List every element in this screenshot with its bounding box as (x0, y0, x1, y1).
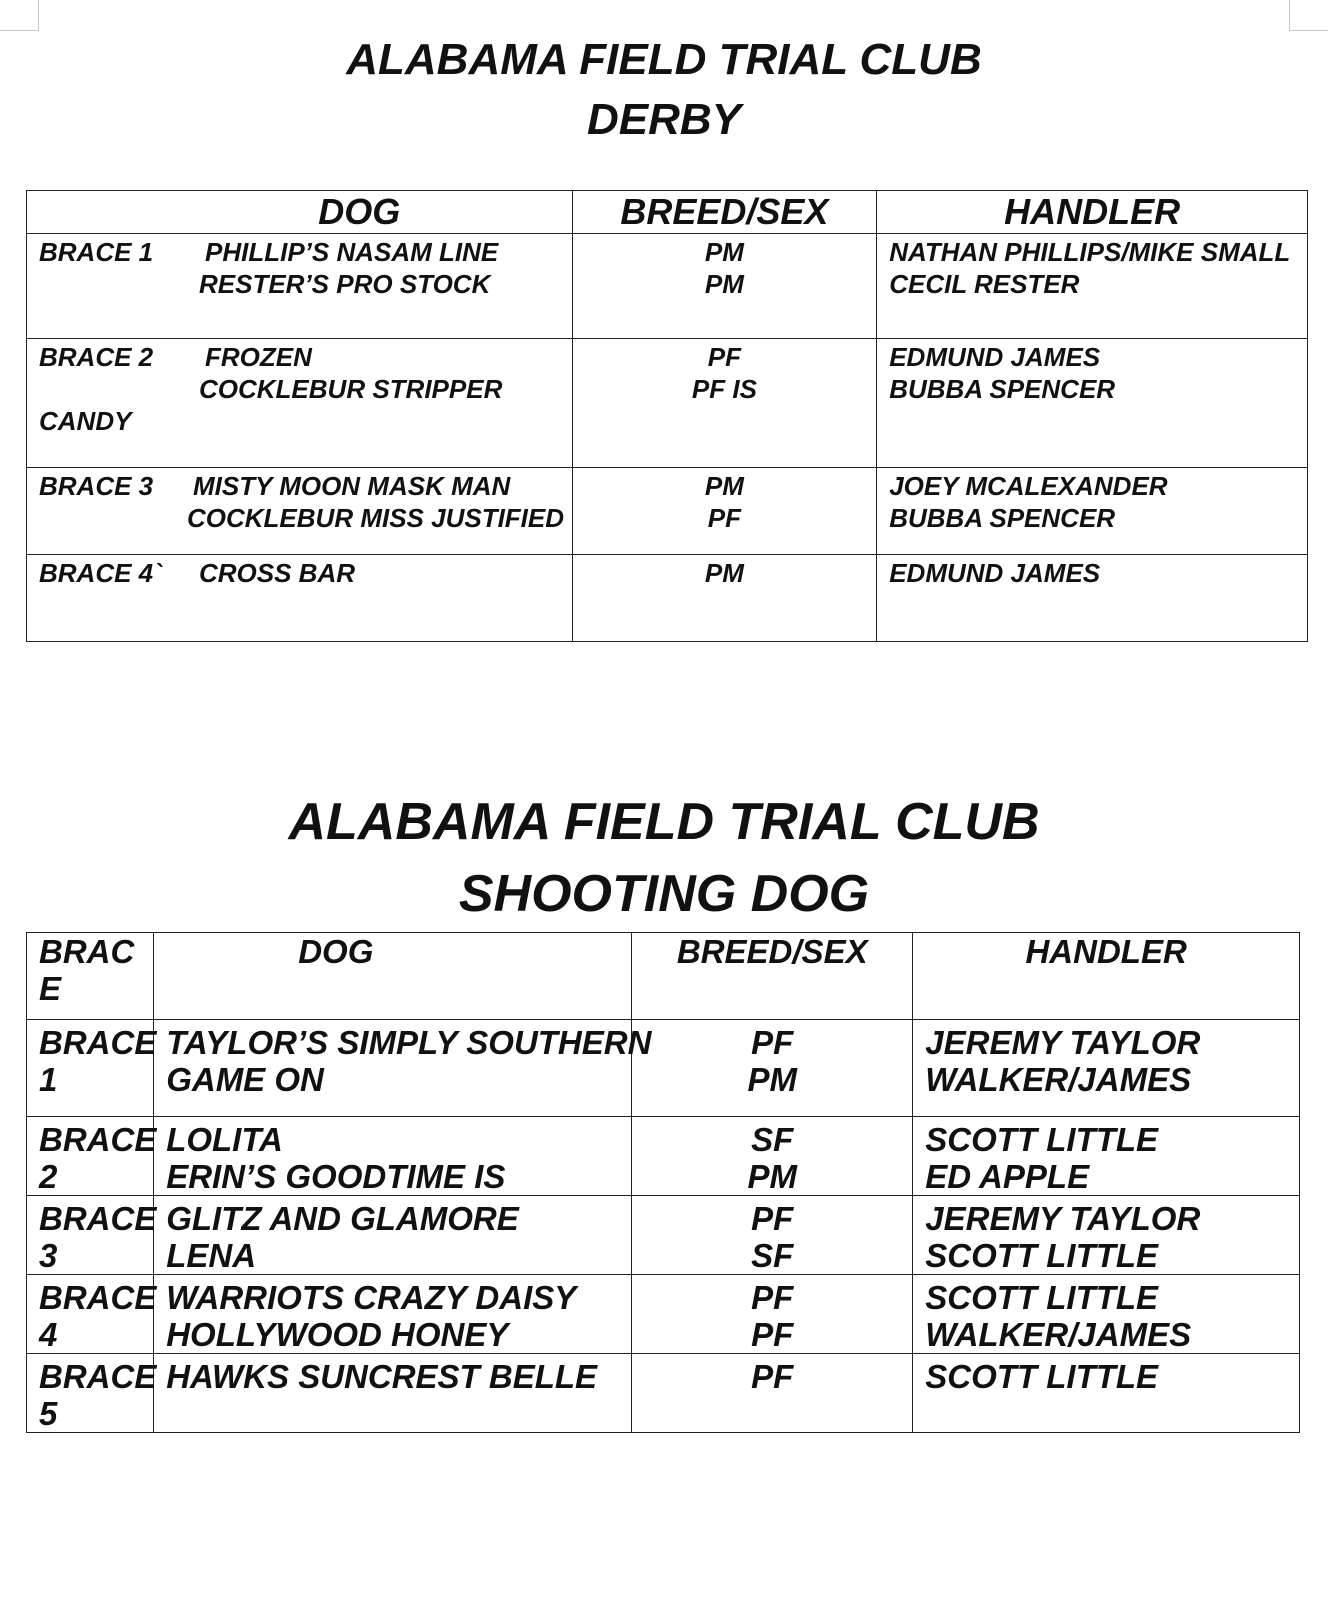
handler-cell (913, 1117, 1300, 1196)
brace-cell: BRACE 3 (27, 1196, 154, 1275)
breed-sex-cell (632, 1275, 913, 1354)
breed-sex-value: PF (751, 1279, 794, 1316)
table-row (27, 1196, 1300, 1275)
dog-name: LOLITA (166, 1121, 283, 1158)
dog-name: TAYLOR’S SIMPLY SOUTHERN (166, 1024, 652, 1061)
breed-sex-value: PM (747, 1158, 797, 1195)
shooting-dog-subtitle: SHOOTING DOG (458, 865, 870, 923)
handler-name: SCOTT LITTLE (925, 1237, 1159, 1274)
breed-sex-value: PF (707, 503, 742, 533)
handler-name: BUBBA SPENCER (889, 503, 1116, 533)
handler-cell (913, 1275, 1300, 1354)
dog-name-extra: CANDY (39, 406, 132, 436)
breed-sex-cell (632, 1117, 913, 1196)
header-breed-sex: BREED/SEX (572, 191, 877, 234)
brace-label: BRACE 1 (39, 237, 154, 267)
dog-name: LENA (166, 1237, 257, 1274)
handler-name: WALKER/JAMES (925, 1061, 1192, 1098)
handler-name: JEREMY TAYLOR (925, 1200, 1201, 1237)
handler-name: SCOTT LITTLE (925, 1279, 1159, 1316)
handler-name: SCOTT LITTLE (925, 1121, 1159, 1158)
breed-sex-cell (572, 339, 877, 468)
breed-sex-cell (572, 468, 877, 555)
breed-sex-value: PF (751, 1200, 794, 1237)
handler-cell (913, 1020, 1300, 1117)
derby-subtitle: DERBY (586, 95, 742, 144)
brace-label: BRACE 3 (39, 471, 154, 501)
table-row (27, 1354, 1300, 1433)
dog-cell (154, 1020, 652, 1117)
handler-name: WALKER/JAMES (925, 1316, 1192, 1353)
table-row (27, 1275, 1300, 1354)
handler-cell (877, 468, 1308, 555)
dog-cell (27, 555, 573, 642)
breed-sex-value: PF (751, 1316, 794, 1353)
page-corner-mark (1289, 0, 1328, 31)
handler-name: EDMUND JAMES (889, 342, 1101, 372)
derby-title: ALABAMA FIELD TRIAL CLUB (346, 35, 982, 84)
dog-name: WARRIOTS CRAZY DAISY (166, 1279, 577, 1316)
brace-cell: BRACE 5 (27, 1354, 154, 1433)
handler-cell (877, 339, 1308, 468)
dog-cell (154, 1117, 632, 1196)
brace-label: BRACE 4` (39, 558, 162, 588)
table-header-row (27, 933, 1300, 1020)
handler-cell (913, 1354, 1300, 1433)
breed-sex-cell (632, 1020, 913, 1117)
breed-sex-value: PF (707, 342, 742, 372)
header-dog: DOG (154, 933, 632, 1020)
breed-sex-cell (632, 1354, 913, 1433)
handler-name: SCOTT LITTLE (925, 1358, 1159, 1395)
handler-cell (877, 234, 1308, 339)
header-breed-sex: BREED/SEX (632, 933, 913, 1020)
breed-sex-value: PM (747, 1061, 797, 1098)
dog-name: HAWKS SUNCREST BELLE (166, 1358, 598, 1395)
breed-sex-value: PM (704, 471, 744, 501)
dog-cell (27, 234, 573, 339)
handler-name: NATHAN PHILLIPS/MIKE SMALL (889, 237, 1291, 267)
dog-cell (154, 1354, 632, 1433)
dog-cell (27, 468, 573, 555)
handler-cell (877, 555, 1308, 642)
dog-name: RESTER’S PRO STOCK (199, 269, 491, 299)
dog-name: CROSS BAR (199, 558, 356, 588)
brace-cell: BRACE 1 (27, 1020, 154, 1117)
handler-name: JOEY MCALEXANDER (889, 471, 1168, 501)
breed-sex-value: PM (704, 237, 744, 267)
page-corner-mark (0, 0, 39, 31)
breed-sex-value: SF (751, 1237, 794, 1274)
breed-sex-cell (572, 555, 877, 642)
handler-name: ED APPLE (925, 1158, 1090, 1195)
table-row (27, 234, 1308, 339)
breed-sex-value: PF IS (691, 374, 757, 404)
header-dog: DOG (27, 191, 573, 234)
dog-name: ERIN’S GOODTIME IS (166, 1158, 506, 1195)
brace-label: BRACE 2 (39, 342, 154, 372)
dog-name: FROZEN (205, 342, 312, 372)
handler-name: JEREMY TAYLOR (925, 1024, 1201, 1061)
breed-sex-cell (632, 1196, 913, 1275)
breed-sex-value: PM (704, 269, 744, 299)
dog-name: HOLLYWOOD HONEY (166, 1316, 509, 1353)
dog-name: COCKLEBUR STRIPPER (199, 374, 503, 404)
table-row (27, 555, 1308, 642)
handler-name: EDMUND JAMES (889, 558, 1101, 588)
table-row (27, 1117, 1300, 1196)
breed-sex-value: PM (704, 558, 744, 588)
dog-cell (154, 1196, 632, 1275)
handler-cell (913, 1196, 1300, 1275)
handler-name: BUBBA SPENCER (889, 374, 1116, 404)
table-header-row (27, 191, 1308, 234)
shooting-dog-table (26, 932, 1300, 1433)
table-row (27, 468, 1308, 555)
dog-cell (27, 339, 573, 468)
dog-name: MISTY MOON MASK MAN (193, 471, 511, 501)
breed-sex-cell (572, 234, 877, 339)
breed-sex-value: SF (751, 1121, 794, 1158)
dog-cell (154, 1275, 632, 1354)
dog-name: GAME ON (166, 1061, 324, 1098)
dog-name: GLITZ AND GLAMORE (166, 1200, 519, 1237)
dog-name: PHILLIP’S NASAM LINE (205, 237, 499, 267)
header-handler: HANDLER (913, 933, 1300, 1020)
header-brace: BRACE (27, 933, 154, 1020)
dog-name: COCKLEBUR MISS JUSTIFIED (187, 503, 565, 533)
derby-table (26, 190, 1308, 642)
breed-sex-value: PF (751, 1024, 794, 1061)
shooting-dog-title: ALABAMA FIELD TRIAL CLUB (288, 793, 1040, 851)
table-row (27, 339, 1308, 468)
header-handler: HANDLER (877, 191, 1308, 234)
table-row (27, 1020, 1300, 1117)
brace-cell: BRACE 2 (27, 1117, 154, 1196)
brace-cell: BRACE 4 (27, 1275, 154, 1354)
handler-name: CECIL RESTER (889, 269, 1080, 299)
breed-sex-value: PF (751, 1358, 794, 1395)
